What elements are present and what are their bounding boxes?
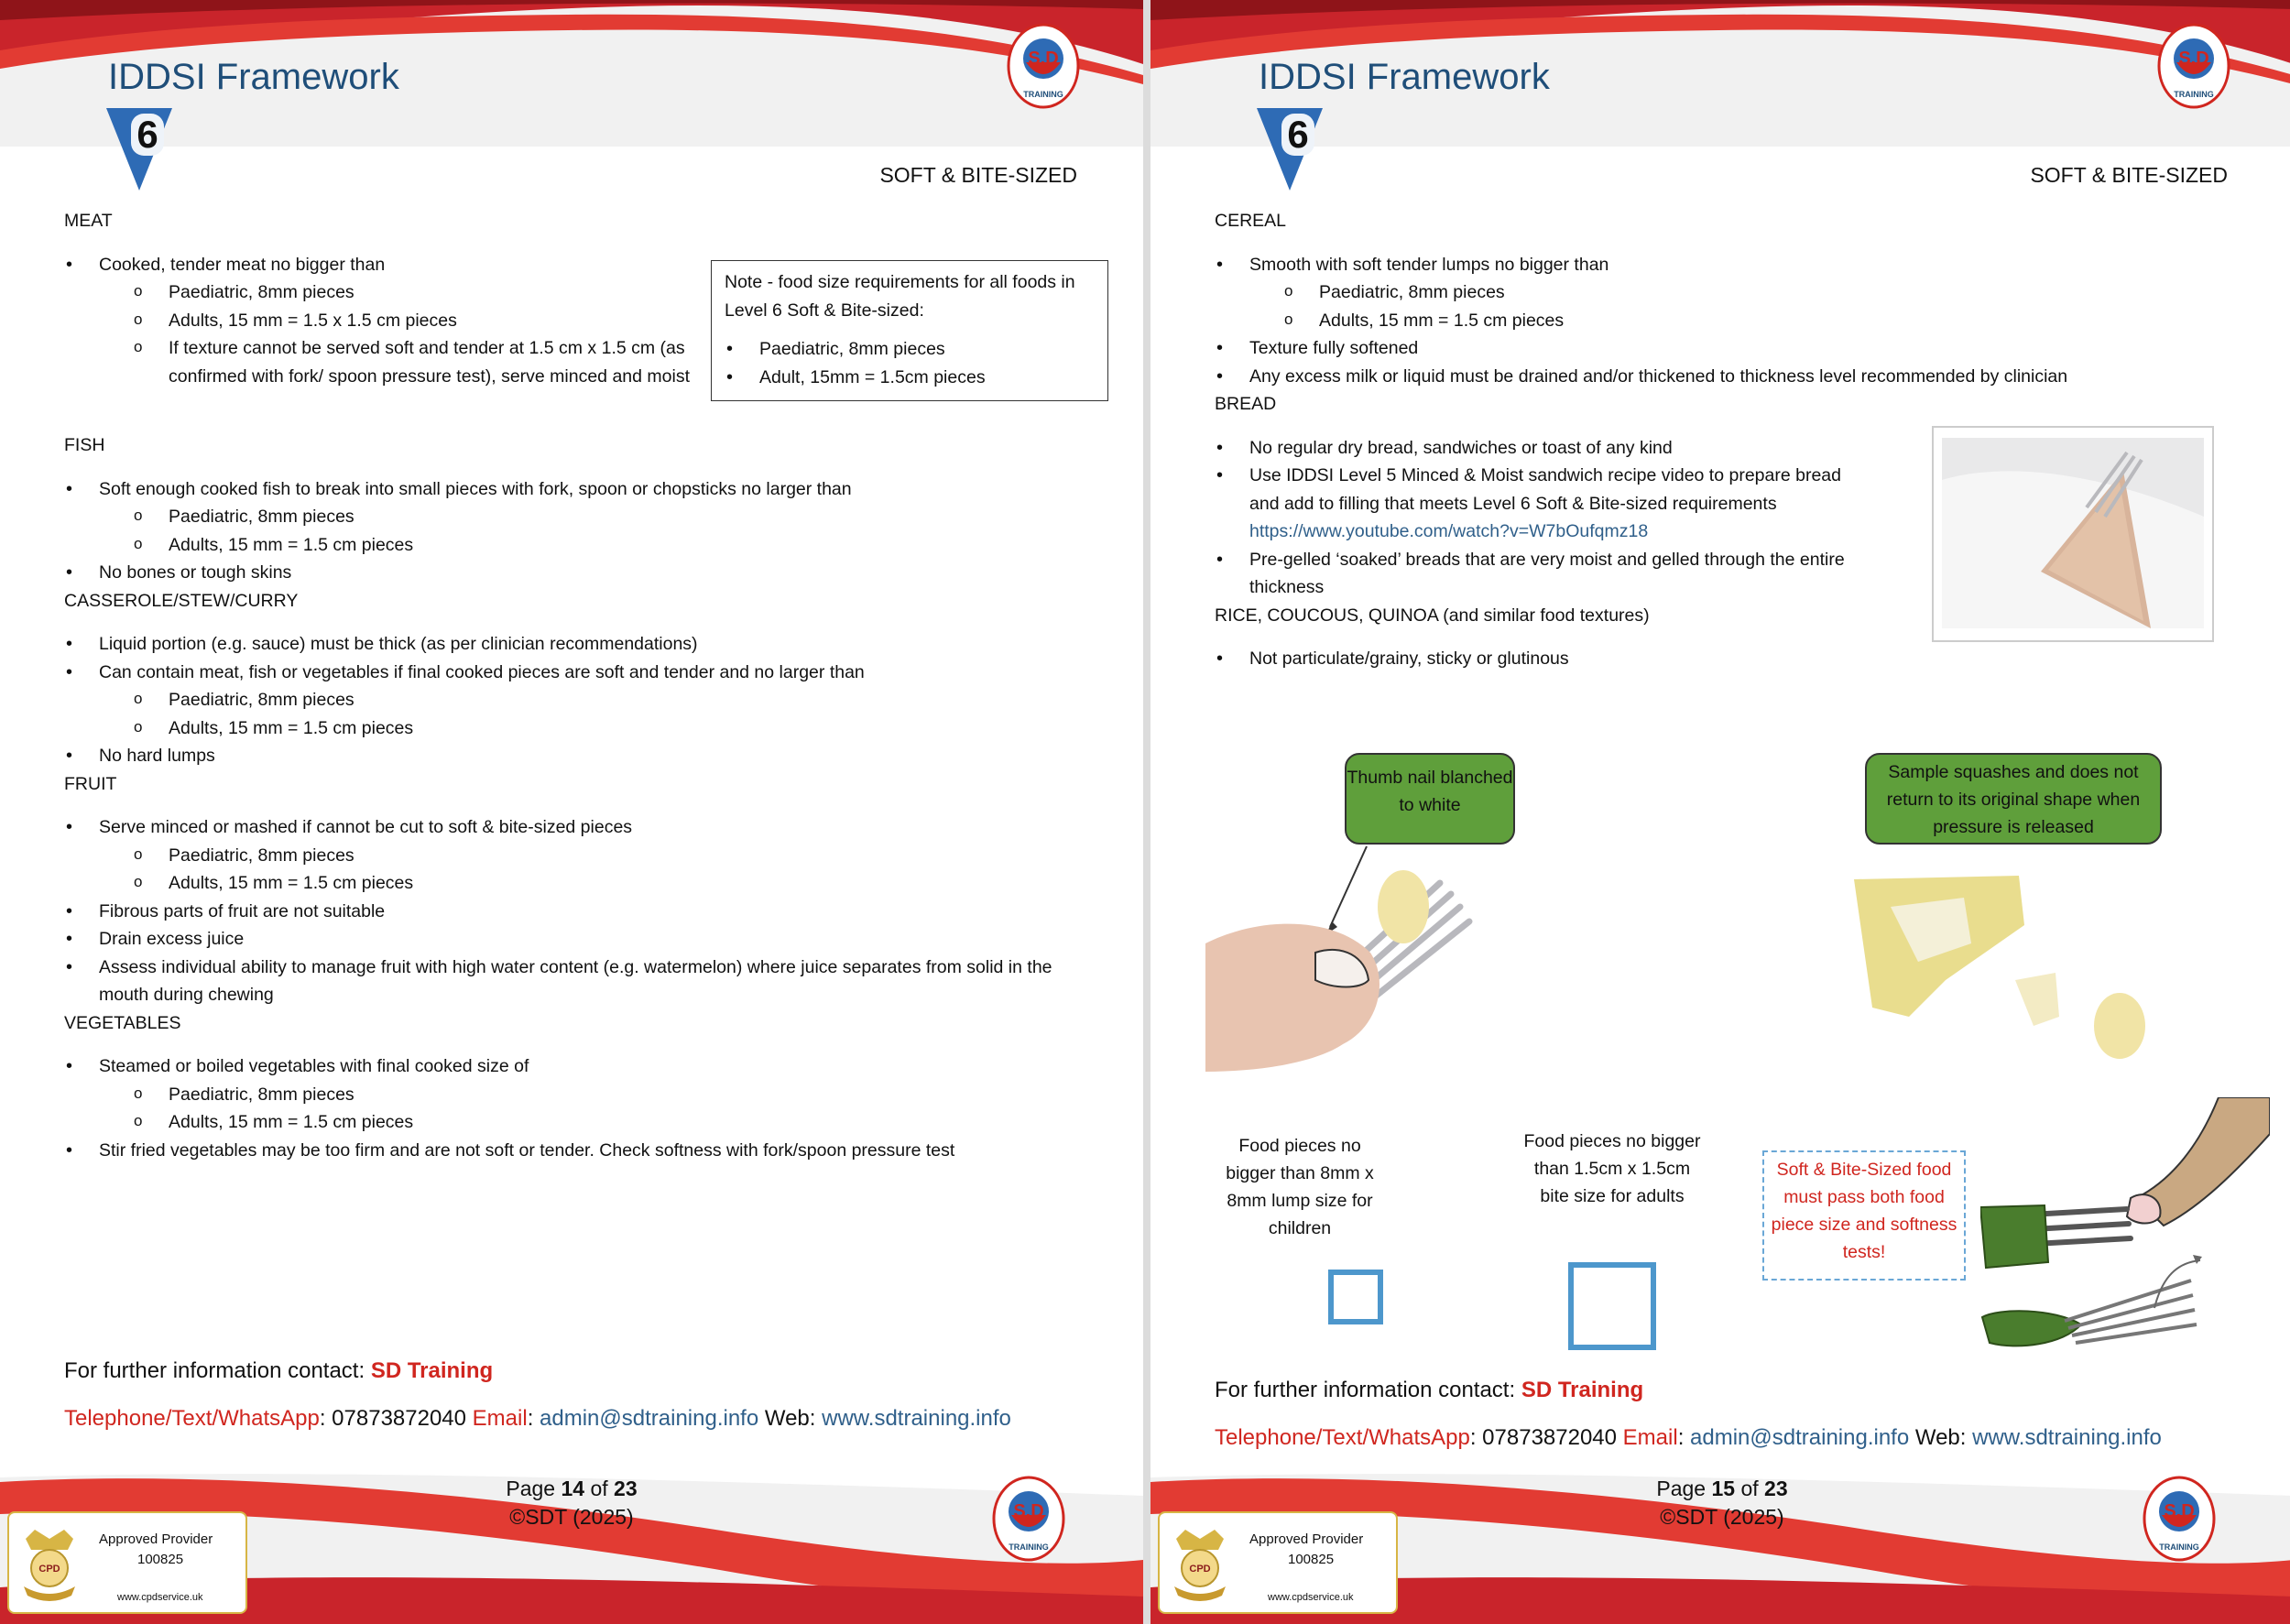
note-box [711,260,1108,401]
sub-item: o Adults, 15 mm = 1.5 cm pieces [134,531,1090,560]
contact-details: Telephone/Text/WhatsApp: 07873872040 Email: admin@sdtraining.info Web: www.sdtraining.info [1215,1425,2162,1450]
list-item: • Stir fried vegetables may be too firm and are not soft or tender. Check softness with fork/spoon pressure test [64,1137,1090,1165]
sub-item: o Paediatric, 8mm pieces [134,503,1090,531]
svg-text:S.D: S.D [2178,49,2209,69]
youtube-link[interactable]: https://www.youtube.com/watch?v=W7bOufqmz18 [1249,521,1649,541]
cpd-site: www.cpdservice.uk [117,1592,203,1603]
sub-item: o Adults, 15 mm = 1.5 cm pieces [134,1108,1090,1137]
meat-heading: MEAT [64,211,113,231]
email-link[interactable]: admin@sdtraining.info [540,1406,759,1431]
meat-section [64,207,696,390]
sub-item: o Paediatric, 8mm pieces [1284,278,2241,307]
rice-heading: RICE, COUCOUS, QUINOA (and similar food textures) [1215,605,1650,626]
contact-details: Telephone/Text/WhatsApp: 07873872040 Email: admin@sdtraining.info Web: www.sdtraining.info [64,1406,1011,1431]
size-15mm-square [1568,1262,1656,1350]
page-14 [0,0,1143,1624]
sub-item: o Paediatric, 8mm pieces [134,1081,1090,1109]
sd-training-logo [2156,22,2231,110]
cpd-crest-icon [1167,1522,1233,1603]
list-item: • Texture fully softened [1215,334,2241,363]
fruit-heading: FRUIT [64,773,117,794]
section-label: SOFT & BITE-SIZED [2030,163,2228,187]
list-item: • Liquid portion (e.g. sauce) must be thick (as per clinician recommendations) [64,630,1090,659]
note-item: • Adult, 15mm = 1.5cm pieces [725,364,1095,392]
company-name: SD Training [370,1358,494,1383]
sub-item: o Adults, 15 mm = 1.5 cm pieces [134,714,1090,743]
cpd-approved: Approved Provider [99,1531,213,1547]
adult-size-caption: Food pieces no bigger than 1.5cm x 1.5cm bite size for adults [1523,1131,1701,1206]
fork-test-illustration [1980,1097,2270,1374]
sub-item: o Paediatric, 8mm pieces [134,686,1090,714]
cereal-heading: CEREAL [1215,211,1287,231]
svg-text:S.D: S.D [2164,1501,2195,1521]
sub-item: o Paediatric, 8mm pieces [134,278,696,307]
veg-heading: VEGETABLES [64,1012,181,1033]
list-item: • Steamed or boiled vegetables with final cooked size of o Paediatric, 8mm pieces o Adults, 15 mm = 1.5 cm pieces [64,1052,1090,1137]
svg-text:CPD: CPD [1189,1564,1211,1575]
list-item: • Cooked, tender meat no bigger than o Paediatric, 8mm pieces o Adults, 15 mm = 1.5 x 1.5 cm pieces o If texture cannot be served soft and tender at 1.5 cm x 1.5 cm (as confirmed with fork/ spoon pressure test), serve minced and moist [64,251,696,391]
sd-training-logo [2142,1475,2217,1563]
thumb-nail-bubble: Thumb nail blanched to white [1345,753,1515,845]
child-size-caption: Food pieces no bigger than 8mm x 8mm lump size for children [1226,1136,1374,1238]
page-title: IDDSI Framework [108,57,399,97]
cpd-badge [7,1511,247,1614]
company-name: SD Training [1521,1378,1644,1402]
list-item: • Fibrous parts of fruit are not suitable [64,898,1090,926]
web-link[interactable]: www.sdtraining.info [1972,1425,2162,1450]
list-item: • Can contain meat, fish or vegetables if final cooked pieces are soft and tender and no larger than o Paediatric, 8mm pieces o Adults, 15 mm = 1.5 cm pieces [64,659,1090,743]
svg-text:TRAINING: TRAINING [1023,90,1063,99]
page-number: Page 14 of 23 [506,1477,638,1500]
list-item: • Not particulate/grainy, sticky or glutinous [1215,645,2241,673]
sub-item: o Adults, 15 mm = 1.5 x 1.5 cm pieces [134,307,696,335]
sub-item: o Paediatric, 8mm pieces [134,842,1090,870]
fish-heading: FISH [64,435,105,455]
svg-text:S.D: S.D [1028,49,1059,69]
size-8mm-square [1328,1270,1383,1324]
cpd-number: 100825 [137,1552,184,1567]
cpd-number: 100825 [1288,1552,1335,1567]
level-number: 6 [1281,114,1314,156]
bread-photo [1931,425,2217,645]
copyright: ©SDT (2025) [509,1505,634,1529]
web-link[interactable]: www.sdtraining.info [822,1406,1011,1431]
must-pass-note: Soft & Bite-Sized food must pass both food piece size and softness tests! [1762,1150,1966,1281]
list-item: • No regular dry bread, sandwiches or toast of any kind [1215,434,1874,463]
contact-line: For further information contact: SD Training [1215,1378,1644,1402]
page-title: IDDSI Framework [1259,57,1550,97]
cpd-badge [1158,1511,1398,1614]
sd-training-logo [1006,22,1081,110]
svg-text:TRAINING: TRAINING [1009,1542,1049,1552]
list-item: • Smooth with soft tender lumps no bigger than o Paediatric, 8mm pieces o Adults, 15 mm = 1.5 cm pieces [1215,251,2241,335]
cpd-site: www.cpdservice.uk [1268,1592,1354,1603]
page-15 [1150,0,2290,1624]
bread-heading: BREAD [1215,394,1277,414]
contact-line: For further information contact: SD Training [64,1358,494,1383]
squash-illustration [1854,870,2184,1072]
svg-text:S.D: S.D [1013,1501,1044,1521]
list-item: • Use IDDSI Level 5 Minced & Moist sandwich recipe video to prepare bread and add to filling that meets Level 6 Soft & Bite-sized requirements https://www.youtube.com/watch?v=W7bOufqmz18 [1215,462,1874,546]
list-item: • Any excess milk or liquid must be drained and/or thickened to thickness level recommended by clinician [1215,363,2241,391]
cpd-crest-icon [16,1522,82,1603]
list-item: • Soft enough cooked fish to break into small pieces with fork, spoon or chopsticks no larger than o Paediatric, 8mm pieces o Adults, 15 mm = 1.5 cm pieces [64,475,1090,560]
page-number: Page 15 of 23 [1656,1477,1788,1500]
list-item: • Drain excess juice [64,925,1090,954]
sd-training-logo [991,1475,1066,1563]
cpd-approved: Approved Provider [1249,1531,1364,1547]
level-number: 6 [131,114,164,156]
thumb-fork-illustration [1205,843,1554,1090]
list-item: • Pre-gelled ‘soaked’ breads that are very moist and gelled through the entire thickness [1215,546,1874,602]
copyright: ©SDT (2025) [1660,1505,1784,1529]
casserole-heading: CASSEROLE/STEW/CURRY [64,590,299,611]
list-item: • No hard lumps [64,742,1090,770]
note-item: • Paediatric, 8mm pieces [725,335,1095,364]
svg-text:CPD: CPD [38,1564,60,1575]
email-link[interactable]: admin@sdtraining.info [1690,1425,1910,1450]
sub-item: o Adults, 15 mm = 1.5 cm pieces [134,869,1090,898]
fish-casserole-fruit-veg [64,431,1090,1164]
sub-item: o If texture cannot be served soft and tender at 1.5 cm x 1.5 cm (as confirmed with fork/ spoon pressure test), serve minced and moist [134,334,696,390]
list-item: • No bones or tough skins [64,559,1090,587]
section-label: SOFT & BITE-SIZED [879,163,1077,187]
svg-text:TRAINING: TRAINING [2159,1542,2199,1552]
list-item: • Serve minced or mashed if cannot be cut to soft & bite-sized pieces o Paediatric, 8mm pieces o Adults, 15 mm = 1.5 cm pieces [64,813,1090,898]
sub-item: o Adults, 15 mm = 1.5 cm pieces [1284,307,2241,335]
squash-bubble: Sample squashes and does not return to its original shape when pressure is released [1865,753,2162,845]
list-item: • Assess individual ability to manage fruit with high water content (e.g. watermelon) where juice separates from solid in the mouth during chewing [64,954,1090,1009]
svg-text:TRAINING: TRAINING [2174,90,2214,99]
note-intro: Note - food size requirements for all foods in Level 6 Soft & Bite-sized: [725,272,1075,321]
